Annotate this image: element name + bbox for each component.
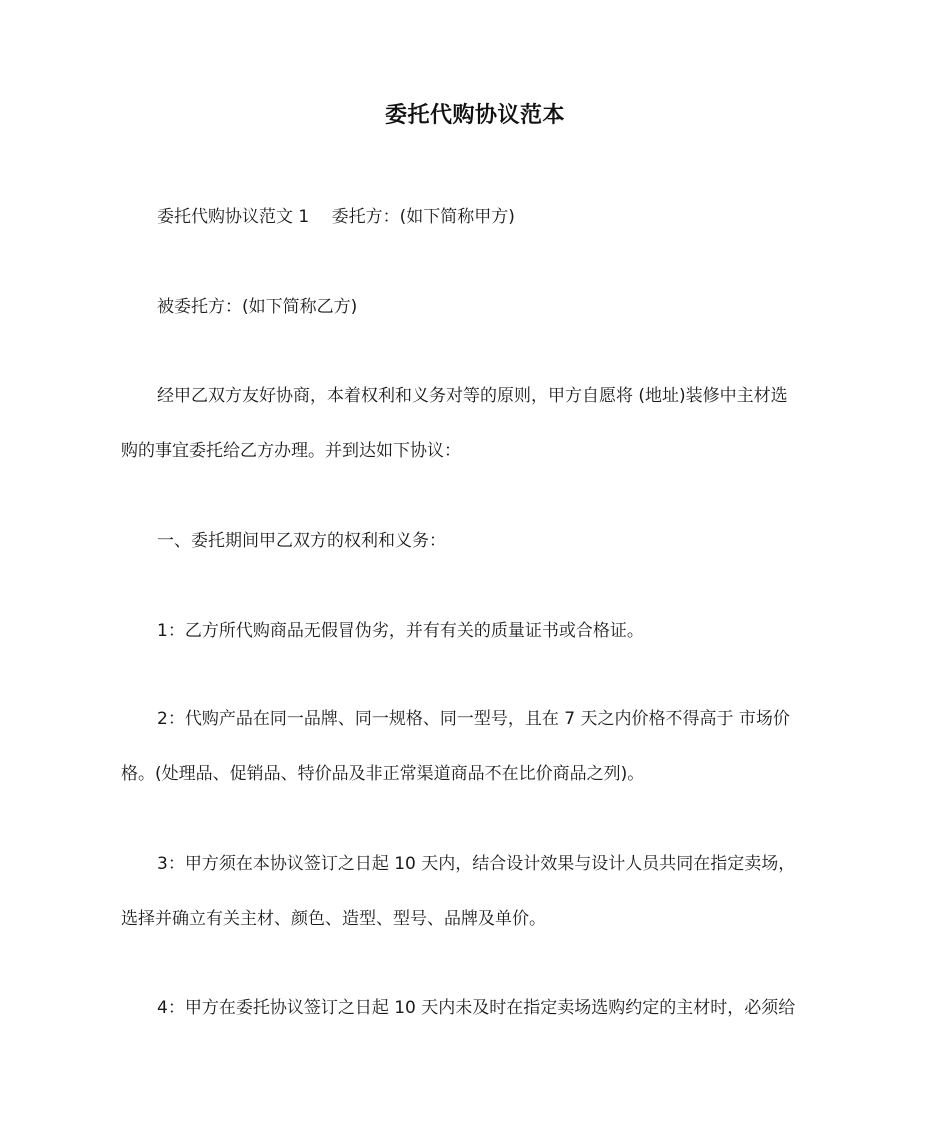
paragraph-line: 委托代购协议范文 1 委托方：(如下简称甲方) <box>157 207 515 227</box>
paragraph-line: 2：代购产品在同一品牌、同一规格、同一型号，且在 7 天之内价格不得高于 市场价 <box>157 709 790 729</box>
paragraph-line: 一、委托期间甲乙双方的权利和义务： <box>157 531 446 551</box>
paragraph-line: 购的事宜委托给乙方办理。并到达如下协议： <box>121 441 461 461</box>
paragraph-line: 3：甲方须在本协议签订之日起 10 天内，结合设计效果与设计人员共同在指定卖场， <box>157 854 796 874</box>
paragraph-line: 选择并确立有关主材、颜色、造型、型号、品牌及单价。 <box>121 909 546 929</box>
paragraph-line: 格。(处理品、促销品、特价品及非正常渠道商品不在比价商品之列)。 <box>121 764 645 784</box>
document-title: 委托代购协议范本 <box>384 103 565 128</box>
paragraph-line: 经甲乙双方友好协商，本着权利和义务对等的原则，甲方自愿将 (地址)装修中主材选 <box>157 386 788 406</box>
paragraph-line: 被委托方：(如下简称乙方) <box>157 297 358 317</box>
paragraph-line: 4：甲方在委托协议签订之日起 10 天内未及时在指定卖场选购约定的主材时，必须给 <box>157 998 796 1018</box>
paragraph-line: 1：乙方所代购商品无假冒伪劣，并有有关的质量证书或合格证。 <box>157 621 644 641</box>
